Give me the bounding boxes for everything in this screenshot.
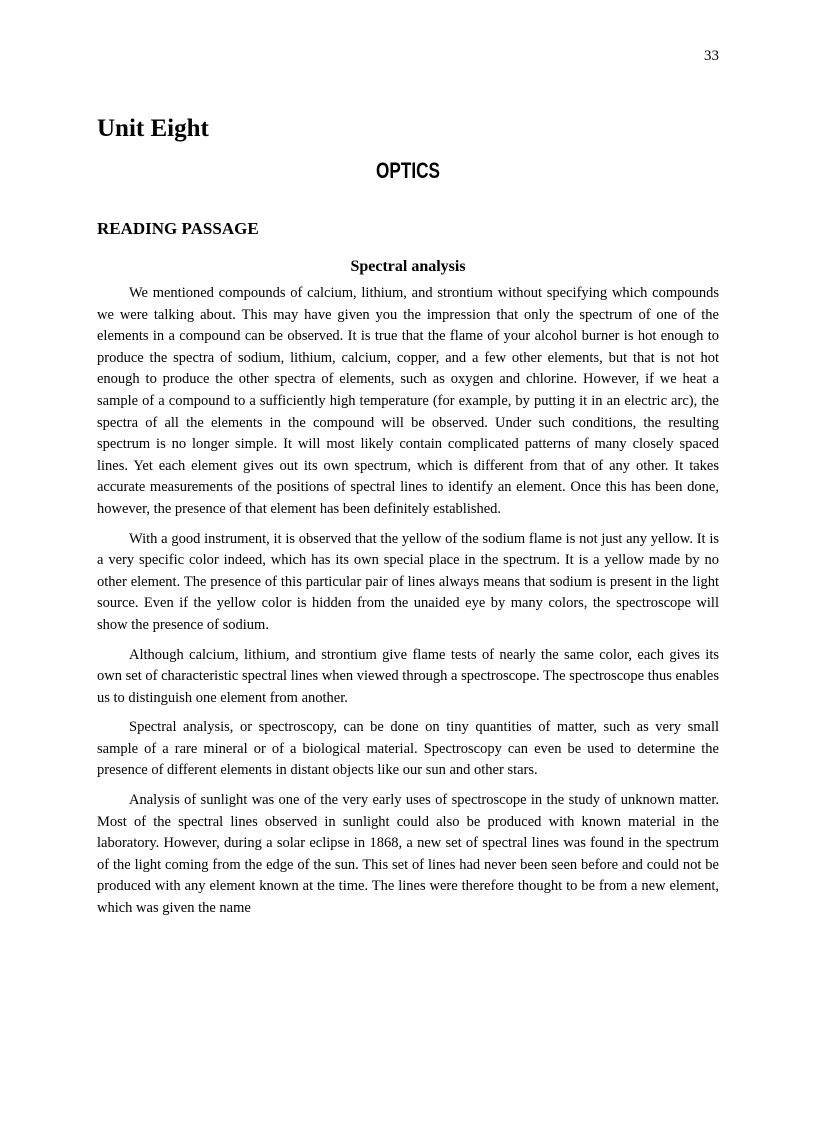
article <box>97 257 719 928</box>
article-title: Spectral analysis <box>350 258 466 275</box>
page-number: 33 <box>704 48 719 64</box>
paragraph: Spectral analysis, or spectroscopy, can be done on tiny quantities of matter, such as very small sample of a rare mineral or of a biological material. Spectroscopy can even be used to determine the presence of different elements in distant objects like our sun and other stars. <box>97 719 719 779</box>
paragraph: With a good instrument, it is observed that the yellow of the sodium flame is not just any yellow. It is a very specific color indeed, which has its own special place in the spectrum. It is a yellow made by no other element. The presence of this particular pair of lines always means that sodium is present in the light source. Even if the yellow color is hidden from the unaided eye by many colors, the spectroscope will show the presence of sodium. <box>97 530 719 633</box>
section-heading: READING PASSAGE <box>97 219 259 238</box>
paragraph: We mentioned compounds of calcium, lithium, and strontium without specifying which compounds we were talking about. This may have given you the impression that only the spectrum of one of the elements in a compound can be observed. It is true that the flame of your alcohol burner is hot enough to produce the spectra of sodium, lithium, calcium, copper, and a few other elements, but that is not hot enough to produce the other spectra of elements, such as oxygen and chlorine. However, if we heat a sample of a compound to a sufficiently high temperature (for example, by putting it in an electric arc), the spectra of all the elements in the compound will be observed. Under such conditions, the resulting spectrum is no longer simple. It will most likely contain complicated patterns of many closely spaced lines. Yet each element gives out its own spectrum, which is different from that of any other. It takes accurate measurements of the positions of spectral lines to identify an element. Once this has been done, however, the presence of that element has been definitely established. <box>97 285 719 517</box>
unit-title: Unit Eight <box>97 115 209 142</box>
paragraph: Although calcium, lithium, and strontium give flame tests of nearly the same color, each gives its own set of characteristic spectral lines when viewed through a spectroscope. The spectroscope thus enables us to distinguish one element from another. <box>97 646 719 706</box>
paragraph: Analysis of sunlight was one of the very early uses of spectroscope in the study of unknown matter. Most of the spectral lines observed in sunlight could also be produced with known material in the laboratory. However, during a solar eclipse in 1868, a new set of spectral lines was found in the spectrum of the light coming from the edge of the sun. This set of lines had never been seen before and could not be produced with any element known at the time. The lines were therefore thought to be from a new element, which was given the name <box>97 792 719 917</box>
chapter-title: OPTICS <box>376 158 440 183</box>
